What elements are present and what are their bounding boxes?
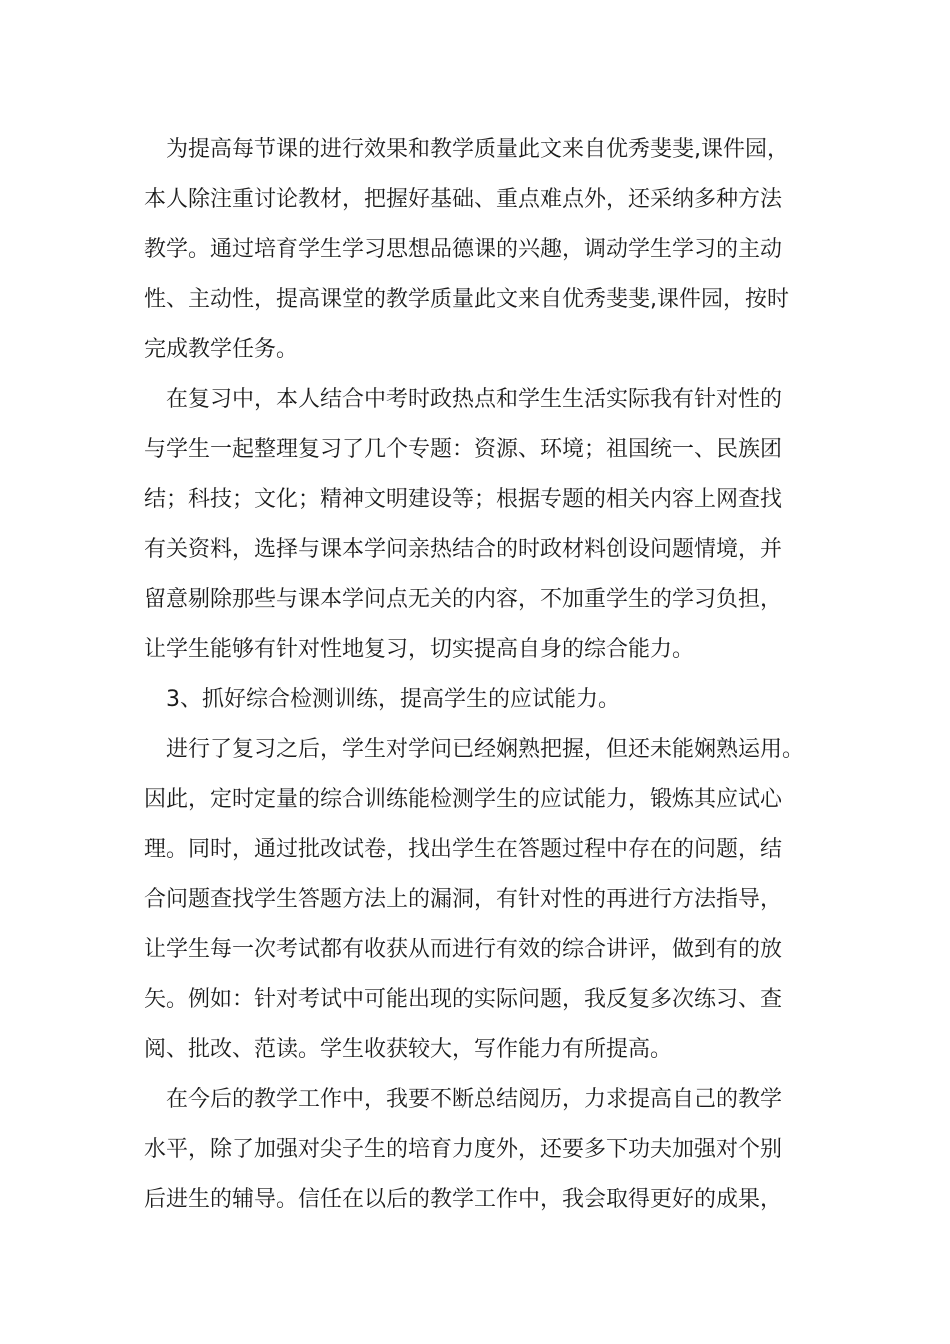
text-line: 合问题查找学生答题方法上的漏洞，有针对性的再进行方法指导，	[144, 887, 783, 912]
text-line: 与学生一起整理复习了几个专题：资源、环境；祖国统一、民族团	[144, 437, 783, 462]
text-line: 在复习中，本人结合中考时政热点和学生生活实际我有针对性的	[166, 387, 783, 412]
text-line: 在今后的教学工作中，我要不断总结阅历，力求提高自己的教学	[166, 1087, 783, 1112]
text-line: 教学。通过培育学生学习思想品德课的兴趣，调动学生学习的主动	[144, 237, 783, 262]
text-line: 矢。例如：针对考试中可能出现的实际问题，我反复多次练习、查	[144, 987, 783, 1012]
text-line: 本人除注重讨论教材，把握好基础、重点难点外，还采纳多种方法	[144, 187, 783, 212]
text-line: 留意剔除那些与课本学问点无关的内容，不加重学生的学习负担，	[144, 587, 783, 612]
text-line: 有关资料，选择与课本学问亲热结合的时政材料创设问题情境，并	[144, 537, 783, 562]
text-line: 为提高每节课的进行效果和教学质量此文来自优秀斐斐,课件园，	[166, 137, 789, 162]
text-line: 理。同时，通过批改试卷，找出学生在答题过程中存在的问题，结	[144, 837, 783, 862]
text-line: 让学生能够有针对性地复习，切实提高自身的综合能力。	[144, 637, 695, 662]
text-line: 让学生每一次考试都有收获从而进行有效的综合讲评，做到有的放	[144, 937, 783, 962]
text-line: 进行了复习之后，学生对学问已经娴熟把握，但还未能娴熟运用。	[166, 737, 805, 762]
text-line: 阅、批改、范读。学生收获较大，写作能力有所提高。	[144, 1037, 673, 1062]
text-line: 完成教学任务。	[144, 337, 299, 362]
text-line: 因此，定时定量的综合训练能检测学生的应试能力，锻炼其应试心	[144, 787, 783, 812]
section-heading: 3、抓好综合检测训练，提高学生的应试能力。	[166, 687, 620, 712]
text-line: 结；科技；文化；精神文明建设等；根据专题的相关内容上网查找	[144, 487, 783, 512]
text-line: 后进生的辅导。信任在以后的教学工作中，我会取得更好的成果，	[144, 1187, 783, 1212]
text-line: 性、主动性，提高课堂的教学质量此文来自优秀斐斐,课件园，按时	[144, 287, 789, 312]
text-line: 水平，除了加强对尖子生的培育力度外，还要多下功夫加强对个别	[144, 1137, 783, 1162]
